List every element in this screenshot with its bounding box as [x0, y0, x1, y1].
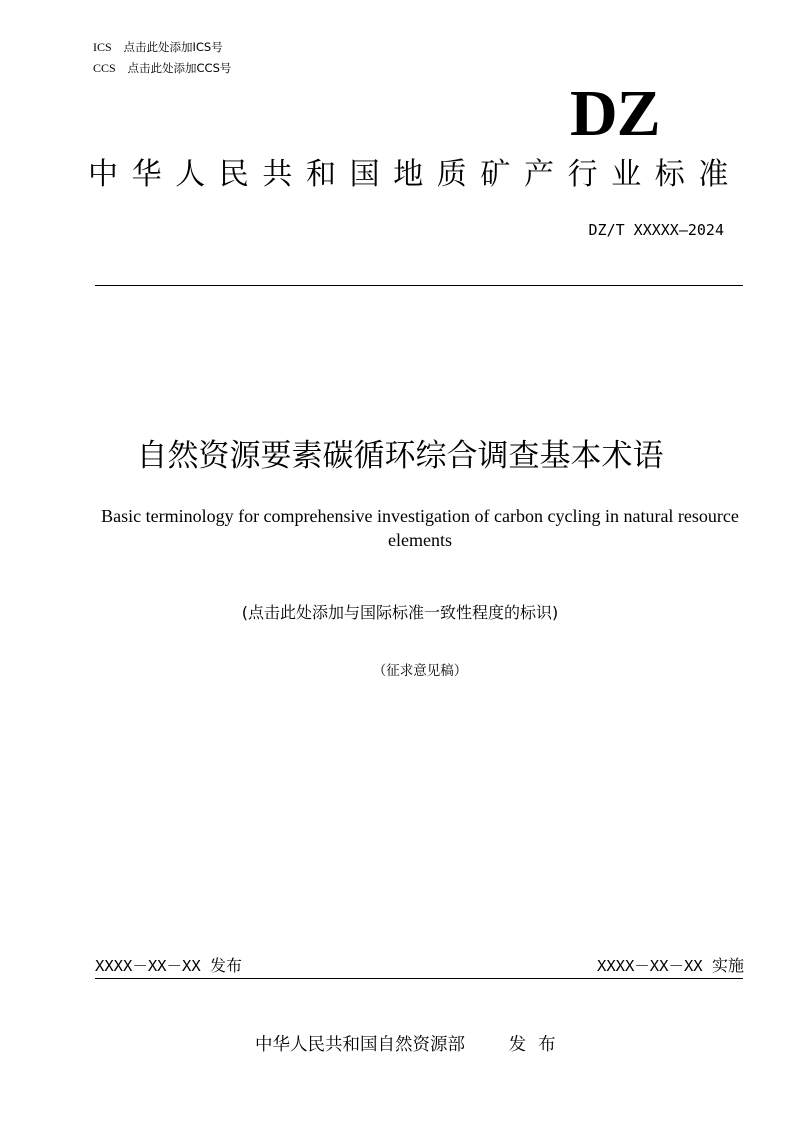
publisher-action: 发布: [508, 1035, 568, 1055]
implementation-date: XXXX－XX－XX: [596, 957, 703, 975]
ccs-line: [93, 60, 231, 76]
ics-value-field[interactable]: 点击此处添加ICS号: [123, 40, 223, 54]
ccs-label: CCS: [93, 61, 116, 75]
implementation-date-line: [597, 955, 744, 977]
issue-date-line: [95, 955, 242, 977]
publisher-line: [255, 1033, 568, 1057]
issue-date: XXXX－XX－XX: [95, 957, 201, 975]
publisher-name: 中华人民共和国自然资源部: [255, 1035, 465, 1055]
document-title-chinese: 自然资源要素碳循环综合调查基本术语: [136, 438, 664, 474]
ccs-value-field[interactable]: 点击此处添加CCS号: [127, 61, 232, 75]
standard-number: DZ/T XXXXX—2024: [588, 221, 724, 239]
draft-status: （征求意见稿）: [372, 663, 468, 679]
ics-label: ICS: [93, 40, 112, 54]
implementation-label: 实施: [711, 956, 744, 975]
standard-category-title: 中华人民共和国地质矿产行业标准: [88, 157, 742, 192]
top-divider: [95, 285, 743, 286]
consistency-note-field[interactable]: (点击此处添加与国际标准一致性程度的标识): [241, 603, 559, 622]
document-title-english: Basic terminology for comprehensive investigation of carbon cycling in natural resource elements: [101, 506, 739, 550]
bottom-divider: [95, 978, 743, 979]
issue-label: 发布: [210, 956, 243, 975]
ics-line: [93, 39, 223, 55]
dz-logo: DZ: [570, 77, 660, 150]
